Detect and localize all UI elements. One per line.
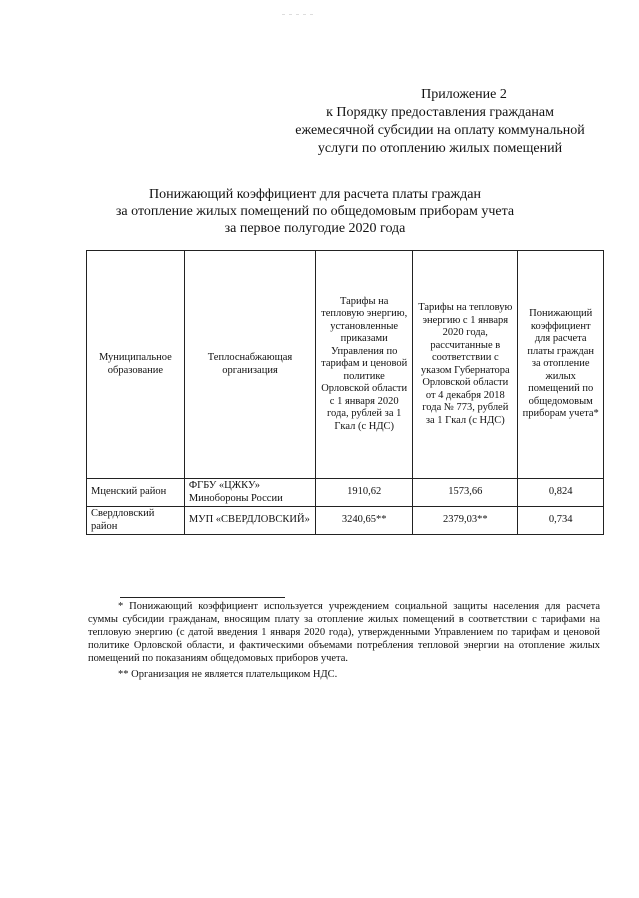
appendix-ref-line-2: ежемесячной субсидии на оплату коммунальной bbox=[295, 123, 585, 138]
appendix-ref-line-1: к Порядку предоставления гражданам bbox=[326, 105, 554, 120]
cell-coefficient: 0,734 bbox=[518, 507, 604, 535]
cell-municipality: Свердловский район bbox=[87, 507, 185, 535]
title-line-1: Понижающий коэффициент для расчета платы граждан bbox=[148, 187, 482, 202]
footnote-1: * Понижающий коэффициент используется учреждением социальной защиты населения для расчета суммы субсидии гражданам, вносящим плату за отопление жилых помещений в соответствии с тарифами на тепловую энергию (с датой введения 1 января 2020 года), утвержденными Управлением по тарифам и ценовой политике Орловской области, и фактическими объемами потребления тепловой энергии на отопление жилых помещений по показаниям общедомовых приборов учета. bbox=[88, 601, 600, 664]
cell-municipality: Мценский район bbox=[87, 479, 185, 507]
title-line-2: за отопление жилых помещений по общедомовым приборам учета bbox=[115, 204, 515, 219]
table-row bbox=[87, 479, 604, 507]
cell-tariff-2: 2379,03** bbox=[413, 507, 518, 535]
header-tariff-1: Тарифы на тепловую энергию, установленные приказами Управления по тарифам и ценовой политике Орловской области с 1 января 2020 года, рублей за 1 Гкал (с НДС) bbox=[316, 251, 413, 479]
cell-coefficient: 0,824 bbox=[518, 479, 604, 507]
cell-tariff-2: 1573,66 bbox=[413, 479, 518, 507]
cell-supplier: МУП «СВЕРДЛОВСКИЙ» bbox=[184, 507, 315, 535]
header-coefficient: Понижающий коэффициент для расчета платы граждан за отопление жилых помещений по общедомовым приборам учета* bbox=[518, 251, 604, 479]
footnote-2: ** Организация не является плательщиком НДС. bbox=[118, 669, 338, 680]
title-line-3: за первое полугодие 2020 года bbox=[224, 221, 406, 236]
header-tariff-2: Тарифы на тепловую энергию с 1 января 2020 года, рассчитанные в соответствии с указом Губернатора Орловской области от 4 декабря 2018 года № 773, рублей за 1 Гкал (с НДС) bbox=[413, 251, 518, 479]
coefficient-table bbox=[86, 250, 604, 535]
header-supplier: Теплоснабжающая организация bbox=[184, 251, 315, 479]
footnotes bbox=[88, 600, 600, 681]
appendix-ref-line-3: услуги по отоплению жилых помещений bbox=[317, 141, 563, 156]
document-title bbox=[60, 186, 570, 237]
appendix-number: Приложение 2 bbox=[421, 87, 507, 102]
header-municipality: Муниципальное образование bbox=[87, 251, 185, 479]
scan-artifact bbox=[282, 2, 332, 4]
cell-tariff-1: 1910,62 bbox=[316, 479, 413, 507]
cell-supplier: ФГБУ «ЦЖКУ» Минобороны России bbox=[184, 479, 315, 507]
cell-tariff-1: 3240,65** bbox=[316, 507, 413, 535]
appendix-header bbox=[250, 86, 630, 158]
footnote-divider bbox=[120, 597, 285, 598]
table-header-row bbox=[87, 251, 604, 479]
table-row bbox=[87, 507, 604, 535]
